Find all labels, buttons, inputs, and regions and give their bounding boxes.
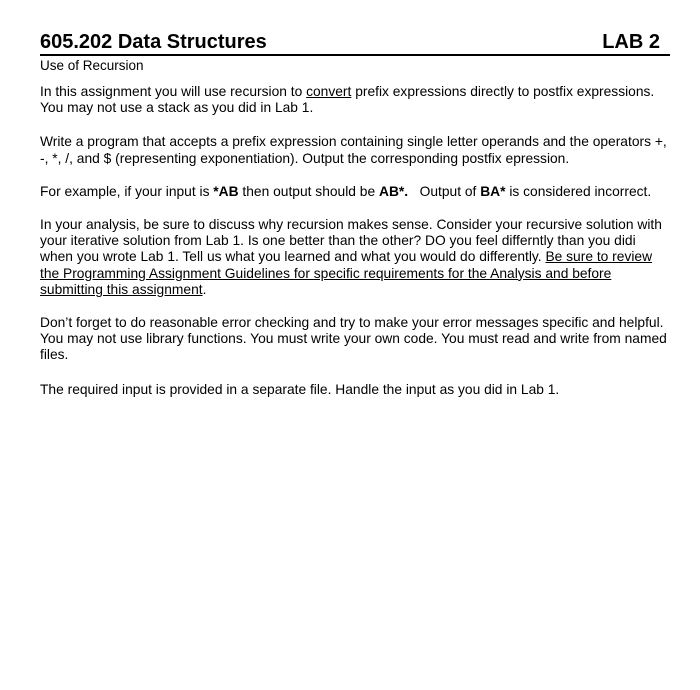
lab-number: LAB 2 — [602, 31, 660, 53]
example-text-3: Output of — [408, 183, 481, 199]
example-text-4: is considered incorrect. — [505, 183, 652, 199]
paragraph-analysis — [40, 217, 670, 298]
paragraph-intro — [40, 84, 670, 116]
course-title: 605.202 Data Structures — [40, 31, 267, 53]
paragraph-program-spec: Write a program that accepts a prefix expression containing single letter operands and the operators +, -, *, /, and $ (representing exponentiation). Output the corresponding postfix epression. — [40, 134, 667, 166]
intro-text-start: In this assignment you will use recursion to — [40, 84, 307, 99]
analysis-end: . — [202, 281, 207, 297]
paragraph-error-checking: Don’t forget to do reasonable error checking and try to make your error messages specific and helpful. You may not use library functions. You must write your own code. You must read and write from named files. — [40, 315, 667, 363]
guidelines-underlined-text: Be sure to review the Programming Assignment Guidelines for specific requirements for the Analysis and before submitting this assignment — [40, 249, 653, 297]
analysis-text: In your analysis, be sure to discuss why recursion makes sense. Consider your recursive solution with your iterative solution from Lab 1. Is one better than the other? DO you feel differntly than you didi when you wrote Lab 1. Tell us what you learned and what you would do differently. — [40, 217, 662, 265]
document-subtitle: Use of Recursion — [40, 58, 144, 73]
document-header — [40, 28, 670, 56]
example-input-bold: *AB — [213, 183, 239, 199]
example-incorrect-bold: BA* — [480, 183, 506, 199]
document-page — [40, 28, 670, 398]
intro-underlined-word: convert — [306, 84, 352, 99]
paragraph-example — [40, 184, 670, 200]
example-text-1: For example, if your input is — [40, 183, 214, 199]
intro-text-end: prefix expressions directly to postfix expressions. You may not use a stack as you did in Lab 1. — [40, 84, 655, 116]
example-text-2: then output should be — [238, 183, 379, 199]
paragraph-input-file: The required input is provided in a separate file. Handle the input as you did in Lab 1. — [40, 381, 560, 397]
example-output-bold: AB*. — [378, 183, 409, 199]
